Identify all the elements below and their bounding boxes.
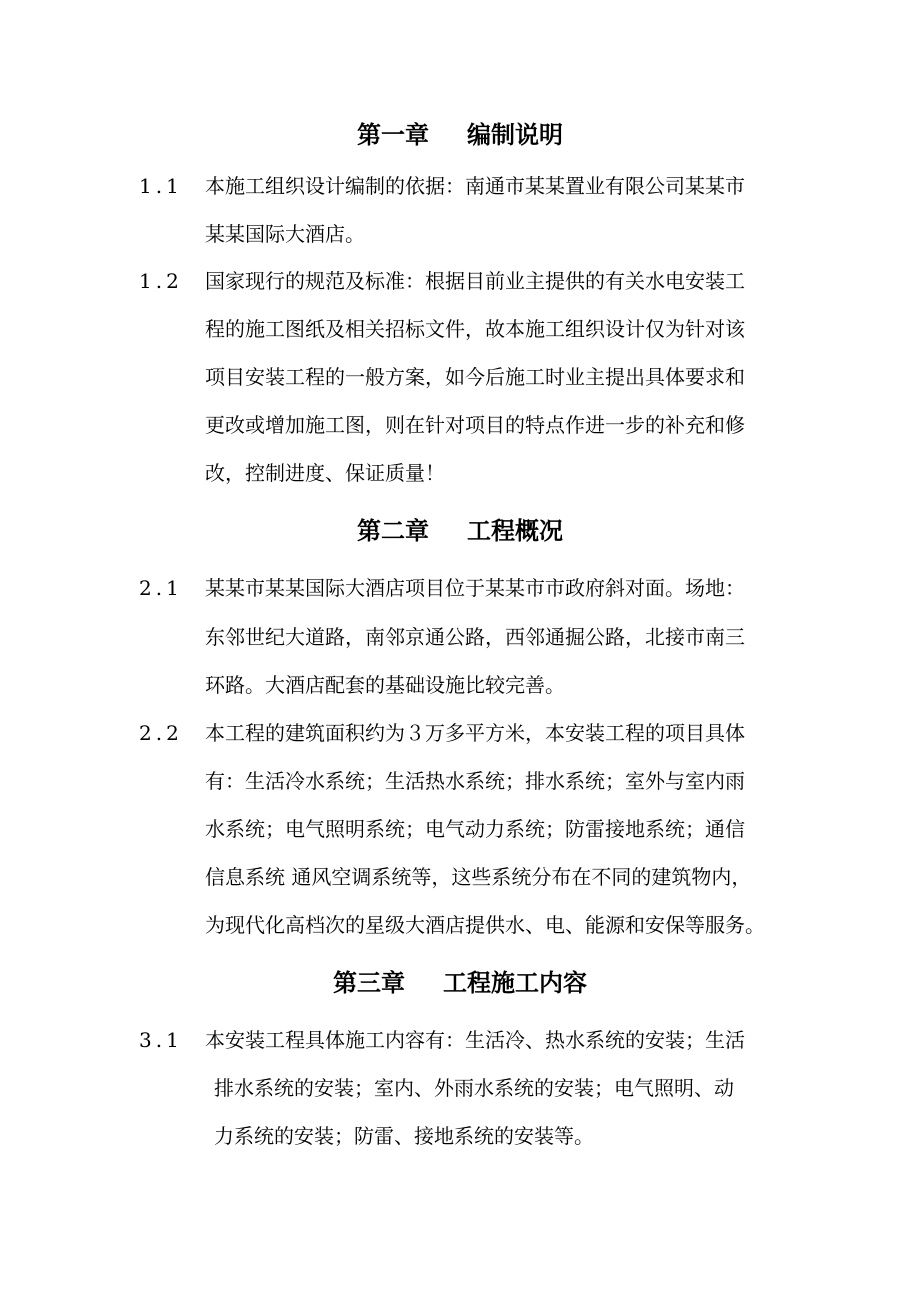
section-2-2-line-2: 有：生活冷水系统；生活热水系统；排水系统；室外与室内雨 bbox=[205, 769, 745, 793]
section-3-1-line-2: 排水系统的安装；室内、外雨水系统的安装；电气照明、动 bbox=[214, 1076, 734, 1100]
section-1-2-line-1: 国家现行的规范及标准：根据目前业主提供的有关水电安装工 bbox=[205, 269, 745, 293]
section-3-1-line-1: 本安装工程具体施工内容有：生活冷、热水系统的安装；生活 bbox=[205, 1028, 745, 1052]
chapter-3-heading bbox=[0, 968, 920, 998]
chapter-1-label: 第一章 bbox=[357, 121, 429, 149]
section-1-2-line-5: 改，控制进度、保证质量！ bbox=[205, 461, 445, 485]
section-number-2-2: 2.2 bbox=[139, 721, 183, 745]
section-2-2-line-3: 水系统；电气照明系统；电气动力系统；防雷接地系统；通信 bbox=[205, 817, 745, 841]
chapter-3-title: 工程施工内容 bbox=[443, 969, 587, 997]
chapter-2-label: 第二章 bbox=[357, 517, 429, 545]
section-2-2-line-1: 本工程的建筑面积约为３万多平方米，本安装工程的项目具体 bbox=[205, 721, 745, 745]
section-number-3-1: 3.1 bbox=[139, 1028, 183, 1052]
section-1-1-line-1: 本施工组织设计编制的依据：南通市某某置业有限公司某某市 bbox=[205, 174, 745, 198]
section-2-1-line-1: 某某市某某国际大酒店项目位于某某市市政府斜对面。场地： bbox=[205, 576, 745, 600]
section-2-1-line-3: 环路。大酒店配套的基础设施比较完善。 bbox=[205, 673, 565, 697]
section-1-2-line-4: 更改或增加施工图，则在针对项目的特点作进一步的补充和修 bbox=[205, 413, 745, 437]
section-2-1-line-2: 东邻世纪大道路，南邻京通公路，西邻通掘公路，北接市南三 bbox=[205, 625, 745, 649]
section-number-2-1: 2.1 bbox=[139, 576, 183, 600]
section-1-2-line-2: 程的施工图纸及相关招标文件，故本施工组织设计仅为针对该 bbox=[205, 317, 745, 341]
chapter-3-label: 第三章 bbox=[333, 969, 405, 997]
chapter-1-heading bbox=[0, 120, 920, 150]
chapter-1-title: 编制说明 bbox=[467, 121, 563, 149]
section-2-2-line-5: 为现代化高档次的星级大酒店提供水、电、能源和安保等服务。 bbox=[205, 913, 765, 937]
section-3-1-line-3: 力系统的安装；防雷、接地系统的安装等。 bbox=[214, 1124, 594, 1148]
chapter-2-title: 工程概况 bbox=[467, 517, 563, 545]
section-number-1-2: 1.2 bbox=[139, 269, 183, 293]
section-1-1-line-2: 某某国际大酒店。 bbox=[205, 222, 365, 246]
section-number-1-1: 1.1 bbox=[139, 174, 183, 198]
section-2-2-line-4: 信息系统 通风空调系统等，这些系统分布在不同的建筑物内， bbox=[205, 865, 752, 889]
section-1-2-line-3: 项目安装工程的一般方案，如今后施工时业主提出具体要求和 bbox=[205, 365, 745, 389]
chapter-2-heading bbox=[0, 516, 920, 546]
